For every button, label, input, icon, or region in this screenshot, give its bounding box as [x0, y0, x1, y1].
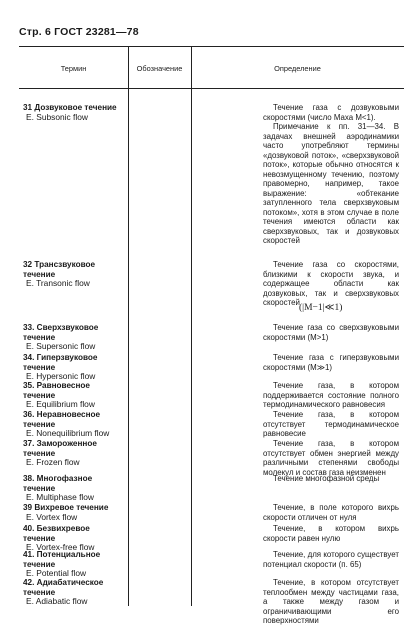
definition-42: Течение, в котором отсутствует теплообмен между частицами газа, а также между газом и ограничивающими его поверхностями [263, 578, 399, 625]
definition-41: Течение, для которого существует потенциал скорости (п. 65) [263, 550, 399, 569]
term-33: 33. Сверхзвуковое течение E. Supersonic flow [23, 323, 99, 352]
table-top-rule [19, 46, 404, 47]
column-header-term: Термин [60, 64, 87, 73]
column-divider-2 [191, 46, 192, 606]
term-41: 41. Потенциальное течение E. Potential flow [23, 550, 101, 579]
column-header-definition: Определение [274, 64, 321, 73]
definition-37: Течение газа, в котором отсутствует обмен энергией между различными степенями свободы молекул и состав газа неизменен [263, 439, 399, 477]
definition-34: Течение газа с гиперзвуковыми скоростями (M≫1) [263, 353, 399, 372]
definition-39: Течение, в поле которого вихрь скорости отличен от нуля [263, 503, 399, 522]
column-header-designation: Обозначение [136, 64, 183, 73]
definition-33: Течение газа со сверхзвуковыми скоростями (M>1) [263, 323, 399, 342]
note-31-34: Примечание к пп. 31—34. В задачах внешней аэродинамики часто употребляют термины «дозвуковой поток», «сверхзвуковой поток», которые обычно относятся к невозмущенному течению, поэтому правомерно, например, такое выражение: «обтекание затупленного тела сверхзвуковым потоком», хотя в этом случае в поле течения имеются области как сверхзвуковых, так и дозвуковых скоростей [263, 122, 399, 245]
column-divider-1 [128, 46, 129, 606]
definition-36: Течение газа, в котором отсутствует термодинамическое равновесие [263, 410, 399, 438]
definition-35: Течение газа, в котором поддерживается состояние полного термодинамического равновесия [263, 381, 399, 409]
term-37: 37. Замороженное течение E. Frozen flow [23, 439, 97, 468]
terms-table [19, 46, 404, 625]
term-35: 35. Равновесное течение E. Equilibrium flow [23, 381, 95, 410]
term-40: 40. Безвихревое течение E. Vortex-free flow [23, 524, 95, 553]
definition-31: Течение газа с дозвуковыми скоростями (число Маха M<1). Примечание к пп. 31—34. В задачах внешней аэродинамики часто употребляют термины «дозвуковой поток», «сверхзвуковой поток», которые обычно относятся к невозмущенному течению, поэтому правомерно, например, такое выражение: «обтекание затупленного тела сверхзвуковым потоком», хотя в этом случае в поле течения имеются области как сверхзвуковых, так и дозвуковых скоростей [263, 103, 399, 245]
definition-32: Течение газа со скоростями, близкими к скорости звука, и содержащее области как дозвуковых, так и сверхзвуковых скоростей [263, 260, 399, 307]
term-32: 32 Трансзвуковое течение E. Transonic flow [23, 260, 96, 289]
header-bottom-rule [19, 88, 404, 89]
term-38: 38. Многофазное течение E. Multiphase flow [23, 474, 94, 503]
page-header: Стр. 6 ГОСТ 23281—78 [19, 26, 139, 38]
definition-38: Течение многофазной среды [273, 474, 380, 483]
term-39: 39 Вихревое течение E. Vortex flow [23, 503, 109, 522]
definition-40: Течение, в котором вихрь скорости равен нулю [263, 524, 399, 543]
term-42: 42. Адиабатическое течение E. Adiabatic flow [23, 578, 104, 607]
formula-32: (|M−1|≪1) [299, 303, 343, 313]
term-34: 34. Гиперзвуковое течение E. Hypersonic flow [23, 353, 98, 382]
term-36: 36. Неравновесное течение E. Nonequilibrium flow [23, 410, 110, 439]
term-31: 31 Дозвуковое течение E. Subsonic flow [23, 103, 117, 122]
